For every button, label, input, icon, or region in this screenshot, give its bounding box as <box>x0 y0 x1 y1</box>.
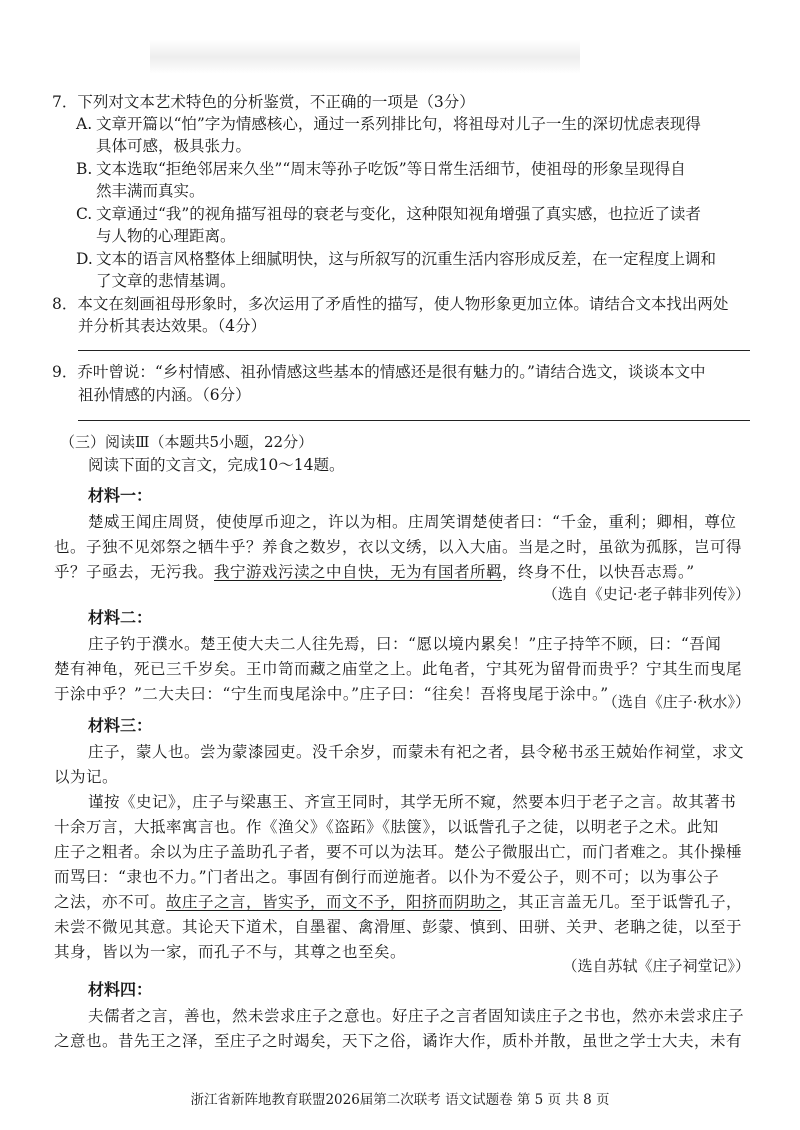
material-1-heading: 材料一： <box>88 486 153 505</box>
material-3-line: 十余万言，大抵率寓言也。作《渔父》《盗跖》《胠箧》，以诋訾孔子之徒，以明老子之术。此知 <box>54 818 719 836</box>
material-1-line <box>54 562 695 582</box>
material-3-source: （选自苏轼《庄子祠堂记》） <box>562 957 750 975</box>
material-2-line: 于涂中乎？”二大夫曰：“宁生而曳尾涂中。”庄子曰：“往矣！吾将曳尾于涂中。” <box>54 685 609 703</box>
q7-a-line2: 具体可感，极具张力。 <box>96 137 252 155</box>
option-label: D. <box>76 250 93 268</box>
q7-b-line1: 文本选取“拒绝邻居来久坐”“周末等孙子吃饭”等日常生活细节，使祖母的形象呈现得自 <box>96 160 686 178</box>
underlined-sentence: 故庄子之言，皆实予，而文不予，阳挤而阴助之 <box>166 893 503 911</box>
q9-line2: 祖孙情感的内涵。（6分） <box>78 386 251 404</box>
q7-d-line2: 了文章的悲情基调。 <box>96 272 236 290</box>
answer-line <box>78 420 750 421</box>
material-2-heading: 材料二： <box>88 608 153 627</box>
section-title: （三）阅读Ⅲ（本题共5小题，22分） <box>60 433 314 451</box>
material-3-line: 未尝不微见其意。其论天下道术，自墨翟、禽滑厘、彭蒙、慎到、田骈、关尹、老聃之徒，以至于 <box>54 918 743 936</box>
section-instruction: 阅读下面的文言文，完成10～14题。 <box>88 456 345 474</box>
material-1-line: 也。子独不见郊祭之牺牛乎？养食之数岁，衣以文绣，以入大庙。当是之时，虽欲为孤豚，岂可得 <box>54 538 743 556</box>
material-3-line: 以为记。 <box>54 768 119 786</box>
material-3-heading: 材料三： <box>88 716 153 735</box>
material-3-line: 而骂曰：“隶也不力。”门者出之。事固有倒行而逆施者。以仆为不爱公子，则不可；以为事公子 <box>54 868 720 886</box>
q7-option-d <box>76 249 716 269</box>
m1-text: 乎？子亟去，无污我。 <box>54 563 215 581</box>
material-4-line: 夫儒者之言，善也，然未尝求庄子之意也。好庄子之言者固知读庄子之书也，然亦未尝求庄子 <box>88 1007 745 1025</box>
q7-c-line2: 与人物的心理距离。 <box>96 227 236 245</box>
m1-text: ，终身不仕，以快吾志焉。” <box>502 563 695 581</box>
material-3-line: 谨按《史记》，庄子与梁惠王、齐宣王同时，其学无所不窥，然要本归于老子之言。故其著书 <box>88 793 737 811</box>
underlined-sentence: 我宁游戏污渎之中自快，无为有国者所羁 <box>214 563 503 581</box>
material-3-line: 其身，皆以为一家，而孔子不与，其尊之也至矣。 <box>54 943 407 961</box>
material-3-line: 庄子之粗者。余以为庄子盖助孔子者，要不可以为法耳。楚公子微服出亡，而门者难之。其仆操棰 <box>54 843 743 861</box>
q7-option-a <box>76 114 701 134</box>
q7-d-line1: 文本的语言风格整体上细腻明快，这与所叙写的沉重生活内容形成反差，在一定程度上调和 <box>96 250 717 268</box>
option-label: C. <box>76 205 93 223</box>
material-2-line: 楚有神龟，死已三千岁矣。王巾笥而藏之庙堂之上。此龟者，宁其死为留骨而贵乎？宁其生而曳尾 <box>54 660 743 678</box>
page-footer: 浙江省新阵地教育联盟2026届第二次联考 语文试题卷 第 5 页 共 8 页 <box>190 1092 610 1108</box>
q7-stem: 7．下列对文本艺术特色的分析鉴赏，不正确的一项是（3分） <box>52 93 475 111</box>
option-label: A. <box>76 115 93 133</box>
m3-text: ，其正言盖无几。至于诋訾孔子， <box>502 893 743 911</box>
m3-text: 之法，亦不可。 <box>54 893 167 911</box>
material-2-line: 庄子钓于濮水。楚王使大夫二人往先焉，曰：“愿以境内累矣！”庄子持竿不顾，曰：“吾闻 <box>88 635 722 653</box>
option-label: B. <box>76 160 93 178</box>
material-1-line: 楚威王闻庄周贤，使使厚币迎之，许以为相。庄周笑谓楚使者曰：“千金，重利；卿相，尊位 <box>88 513 737 531</box>
material-4-heading: 材料四： <box>88 980 153 999</box>
q7-option-b <box>76 159 686 179</box>
answer-line <box>78 350 750 351</box>
material-1-source: （选自《史记·老子韩非列传》） <box>542 585 750 603</box>
scan-smudge <box>150 40 580 74</box>
material-3-line: 庄子，蒙人也。尝为蒙漆园吏。没千余岁，而蒙未有祀之者，县令秘书丞王兢始作祠堂，求文 <box>88 743 745 761</box>
q9-line1: 9．乔叶曾说：“乡村情感、祖孙情感这些基本的情感还是很有魅力的。”请结合选文，谈谈本文中 <box>52 363 706 381</box>
material-2-source: （选自《庄子·秋水》） <box>602 693 750 711</box>
material-3-line <box>54 892 742 912</box>
material-4-line: 之意也。昔先王之泽，至庄子之时竭矣，天下之俗，谲诈大作，质朴并散，虽世之学士大夫，未有 <box>54 1032 743 1050</box>
q8-line2: 并分析其表达效果。（4分） <box>78 317 267 335</box>
q7-a-line1: 文章开篇以“怕”字为情感核心，通过一系列排比句，将祖母对儿子一生的深切忧虑表现得 <box>96 115 701 133</box>
q8-line1: 8．本文在刻画祖母形象时，多次运用了矛盾性的描写，使人物形象更加立体。请结合文本找出两处 <box>52 295 729 313</box>
q7-option-c <box>76 204 701 224</box>
q7-c-line1: 文章通过“我”的视角描写祖母的衰老与变化，这种限知视角增强了真实感，也拉近了读者 <box>96 205 701 223</box>
q7-b-line2: 然丰满而真实。 <box>96 182 205 200</box>
